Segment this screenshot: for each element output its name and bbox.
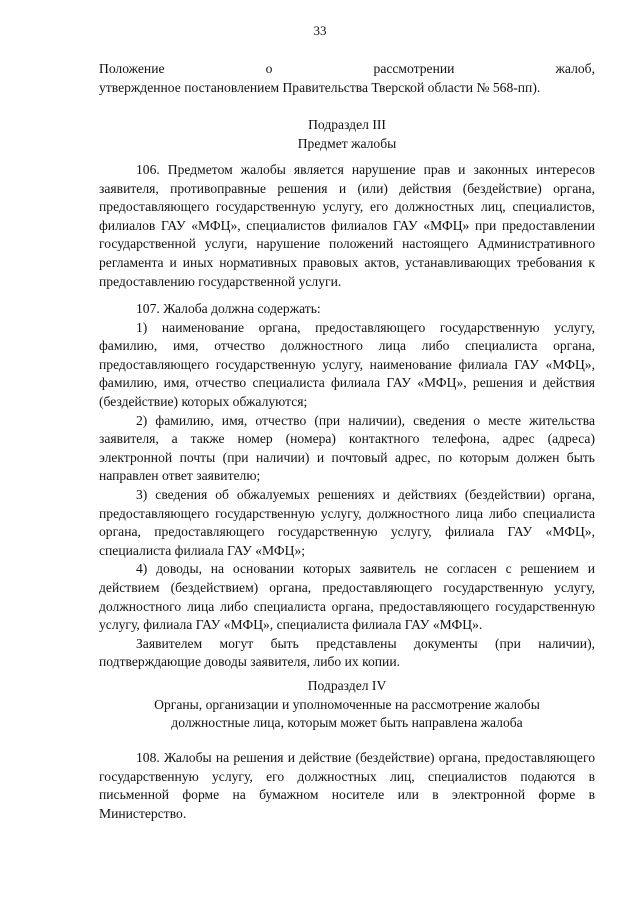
paragraph-106-text: 106. Предметом жалобы является нарушение прав и законных интересов заявителя, противоправные решения и (или) действия (бездействие) органа, предоставляющего государственную услугу, его должностных лиц, специалистов, филиалов ГАУ «МФЦ», специалистов филиалов ГАУ «МФЦ» при предоставлении государственной услуги, нарушение положений настоящего Административного регламента и иных нормативных правовых актов, устанавливающих требования к предоставлению государственной услуги. (99, 162, 595, 289)
subsection-4-subtitle-line-2: должностные лица, которым может быть направлена жалоба (171, 715, 523, 731)
paragraph-107 (99, 300, 595, 672)
intro-line-2: утвержденное постановлением Правительства Тверской области № 568-пп). (99, 79, 541, 95)
paragraph-107-item-3: 3) сведения об обжалуемых решениях и действиях (бездействии) органа, предоставляющего государственную услугу, должностного лица либо специалиста органа, предоставляющего государственную услугу, филиала ГАУ «МФЦ», специалиста филиала ГАУ «МФЦ»; (99, 486, 595, 558)
subsection-3-title: Подраздел III (308, 117, 386, 132)
paragraph-107-closing: Заявителем могут быть представлены документы (при наличии), подтверждающие доводы заявителя, либо их копии. (99, 635, 595, 670)
intro-line-1 (99, 60, 595, 79)
paragraph-107-item-2: 2) фамилию, имя, отчество (при наличии), сведения о месте жительства заявителя, а также номер (номера) контактного телефона, адрес (адреса) электронной почты (при наличии) и почтовый адрес, по которым должен быть направлен ответ заявителю; (99, 412, 595, 484)
paragraph-108-text: 108. Жалобы на решения и действие (бездействие) органа, предоставляющего государственную услугу, его должностных лиц, специалистов подаются в письменной форме на бумажном носителе или в электронной форме в Министерство. (99, 750, 595, 821)
paragraph-106 (99, 161, 595, 291)
subsection-4-subtitle-line-1: Органы, организации и уполномоченные на рассмотрение жалобы (154, 696, 540, 712)
paragraph-108 (99, 749, 595, 823)
intro-word: рассмотрении (373, 61, 455, 76)
page-number: 33 (313, 23, 327, 38)
paragraph-107-item-4: 4) доводы, на основании которых заявитель не согласен с решением и действием (бездействием) органа, предоставляющего государственную услугу, должностного лица либо специалиста органа, предоставляющего государственную услугу, филиала ГАУ «МФЦ», специалиста филиала ГАУ «МФЦ». (99, 561, 595, 633)
subsection-3-heading (99, 116, 595, 153)
subsection-4-heading (99, 677, 595, 733)
intro-word: Положение (99, 61, 165, 76)
subsection-4-title: Подраздел IV (307, 678, 387, 693)
intro-block (99, 60, 595, 97)
intro-word: о (265, 61, 273, 76)
intro-word: жалоб, (555, 61, 595, 76)
paragraph-107-intro: 107. Жалоба должна содержать: (136, 301, 321, 316)
subsection-3-subtitle: Предмет жалобы (297, 135, 397, 151)
paragraph-107-item-1: 1) наименование органа, предоставляющего государственную услугу, фамилию, имя, отчество должностного лица либо специалиста органа, предоставляющего государственную услугу, наименование филиала ГАУ «МФЦ», фамилию, имя, отчество специалиста филиала ГАУ «МФЦ», решения и действия (бездействие) которых обжалуются; (99, 319, 595, 409)
